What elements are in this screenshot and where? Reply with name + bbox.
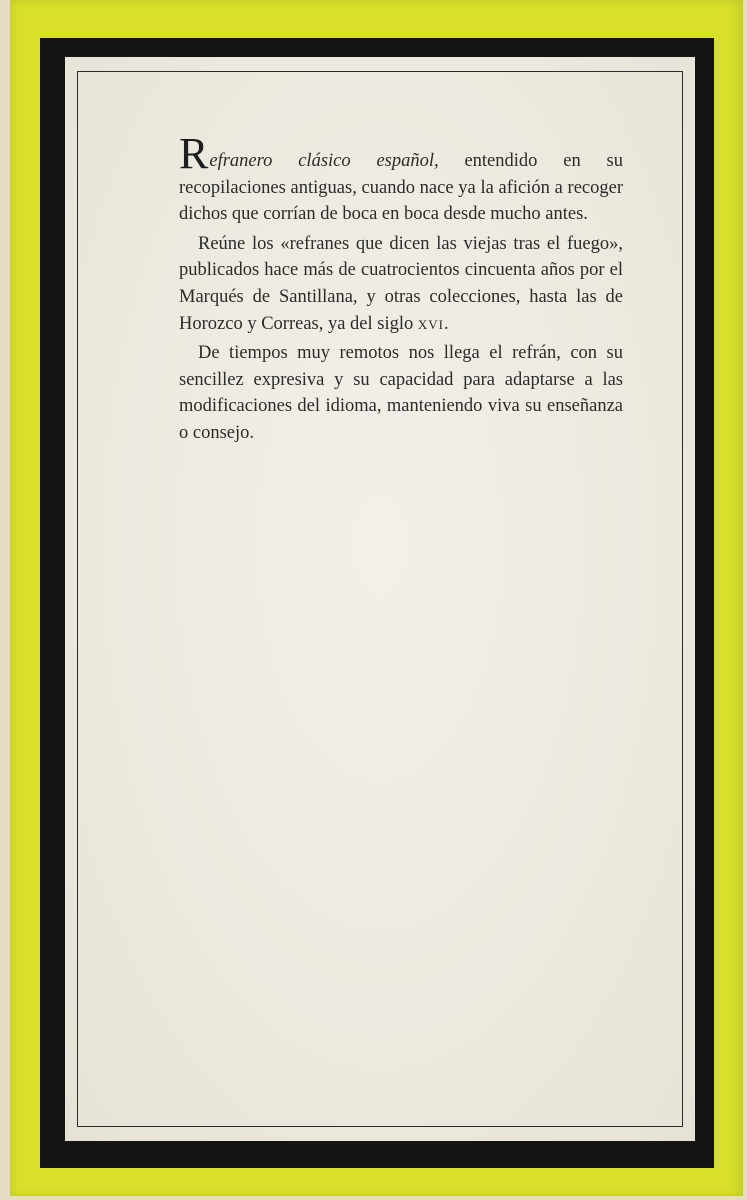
paragraph-2-text: Reúne los «refranes que dicen las viejas tras el fuego», publicados hace más de cuatrocientos cincuenta años por el Marqués de Santillana, y otras colecciones, hasta las de Horozco y Correas, ya del siglo xyxy=(179,233,623,334)
paragraph-2-end: . xyxy=(444,313,449,334)
blurb-paragraph-3: De tiempos muy remotos nos llega el refrán, con su sencillez expresiva y su capacidad para adaptarse a las modificaciones del idioma, manteniendo viva su enseñanza o consejo. xyxy=(179,343,623,443)
book-back-cover xyxy=(10,0,743,1196)
paragraph-1-text: entendido en su recopilaciones antiguas, cuando nace ya la afición a recoger dichos que corrían de boca en boca desde mucho antes. xyxy=(179,151,623,225)
blurb-text xyxy=(179,129,623,447)
text-panel xyxy=(65,57,695,1141)
blurb-paragraph-1 xyxy=(179,129,623,228)
century-numeral: xvi xyxy=(417,313,445,334)
book-title-italic: efranero clásico español, xyxy=(209,151,439,171)
drop-cap: R xyxy=(179,129,209,178)
blurb-paragraph-2 xyxy=(179,231,623,337)
